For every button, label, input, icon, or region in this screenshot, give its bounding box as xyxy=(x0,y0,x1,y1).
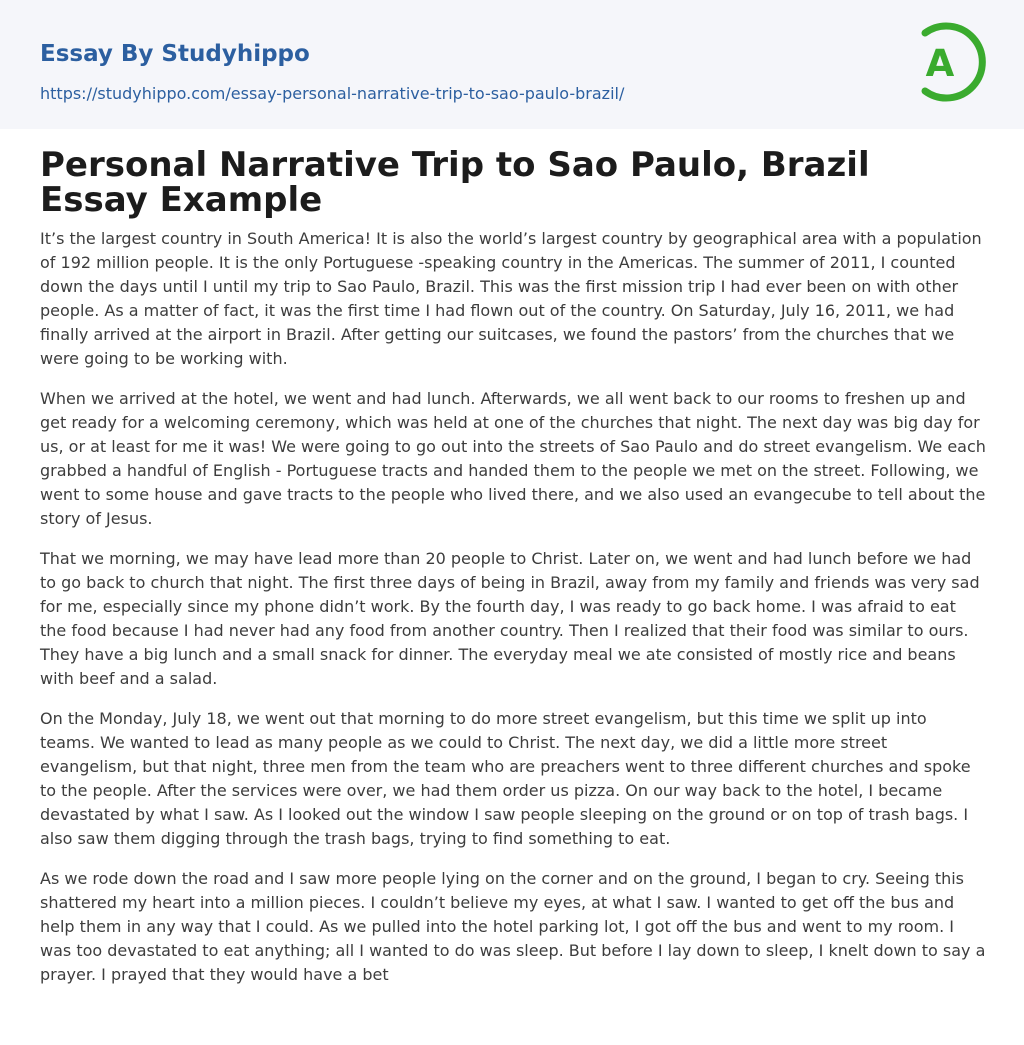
logo-letter: A xyxy=(925,42,955,85)
article-body xyxy=(40,227,986,987)
site-header xyxy=(0,0,1024,129)
page-title: Personal Narrative Trip to Sao Paulo, Brazil Essay Example xyxy=(40,145,870,220)
site-brand[interactable]: Essay By Studyhippo xyxy=(40,41,310,67)
article-paragraph: It’s the largest country in South America! It is also the world’s largest country by geographical area with a population of 192 million people. It is the only Portuguese -speaking country in the Americas. The summer of 2011, I counted down the days until I until my trip to Sao Paulo, Brazil. This was the first mission trip I had ever been on with other people. As a matter of fact, it was the first time I had flown out of the country. On Saturday, July 16, 2011, we had finally arrived at the airport in Brazil. After getting our suitcases, we found the pastors’ from the churches that we were going to be working with. xyxy=(40,229,982,368)
studyhippo-logo-icon[interactable] xyxy=(912,19,986,105)
article-paragraph: As we rode down the road and I saw more people lying on the corner and on the ground, I began to cry. Seeing this shattered my heart into a million pieces. I couldn’t believe my eyes, at what I saw. I wanted to get off the bus and help them in any way that I could. As we pulled into the hotel parking lot, I got off the bus and went to my room. I was too devastated to eat anything; all I wanted to do was sleep. But before I lay down to sleep, I knelt down to say a prayer. I prayed that they would have a bet xyxy=(40,869,986,984)
article-paragraph: When we arrived at the hotel, we went and had lunch. Afterwards, we all went back to our rooms to freshen up and get ready for a welcoming ceremony, which was held at one of the churches that night. The next day was big day for us, or at least for me it was! We were going to go out into the streets of Sao Paulo and do street evangelism. We each grabbed a handful of English - Portuguese tracts and handed them to the people we met on the street. Following, we went to some house and gave tracts to the people who lived there, and we also used an evangecube to tell about the story of Jesus. xyxy=(40,389,986,528)
source-url-link[interactable]: https://studyhippo.com/essay-personal-narrative-trip-to-sao-paulo-brazil/ xyxy=(40,84,625,103)
article xyxy=(40,145,986,1003)
article-paragraph: That we morning, we may have lead more than 20 people to Christ. Later on, we went and had lunch before we had to go back to church that night. The first three days of being in Brazil, away from my family and friends was very sad for me, especially since my phone didn’t work. By the fourth day, I was ready to go back home. I was afraid to eat the food because I had never had any food from another country. Then I realized that their food was similar to ours. They have a big lunch and a small snack for dinner. The everyday meal we ate consisted of mostly rice and beans with beef and a salad. xyxy=(40,549,980,688)
article-paragraph: On the Monday, July 18, we went out that morning to do more street evangelism, but this time we split up into teams. We wanted to lead as many people as we could to Christ. The next day, we did a little more street evangelism, but that night, three men from the team who are preachers went to three different churches and spoke to the people. After the services were over, we had them order us pizza. On our way back to the hotel, I became devastated by what I saw. As I looked out the window I saw people sleeping on the ground or on top of trash bags. I also saw them digging through the trash bags, trying to find something to eat. xyxy=(40,709,971,848)
